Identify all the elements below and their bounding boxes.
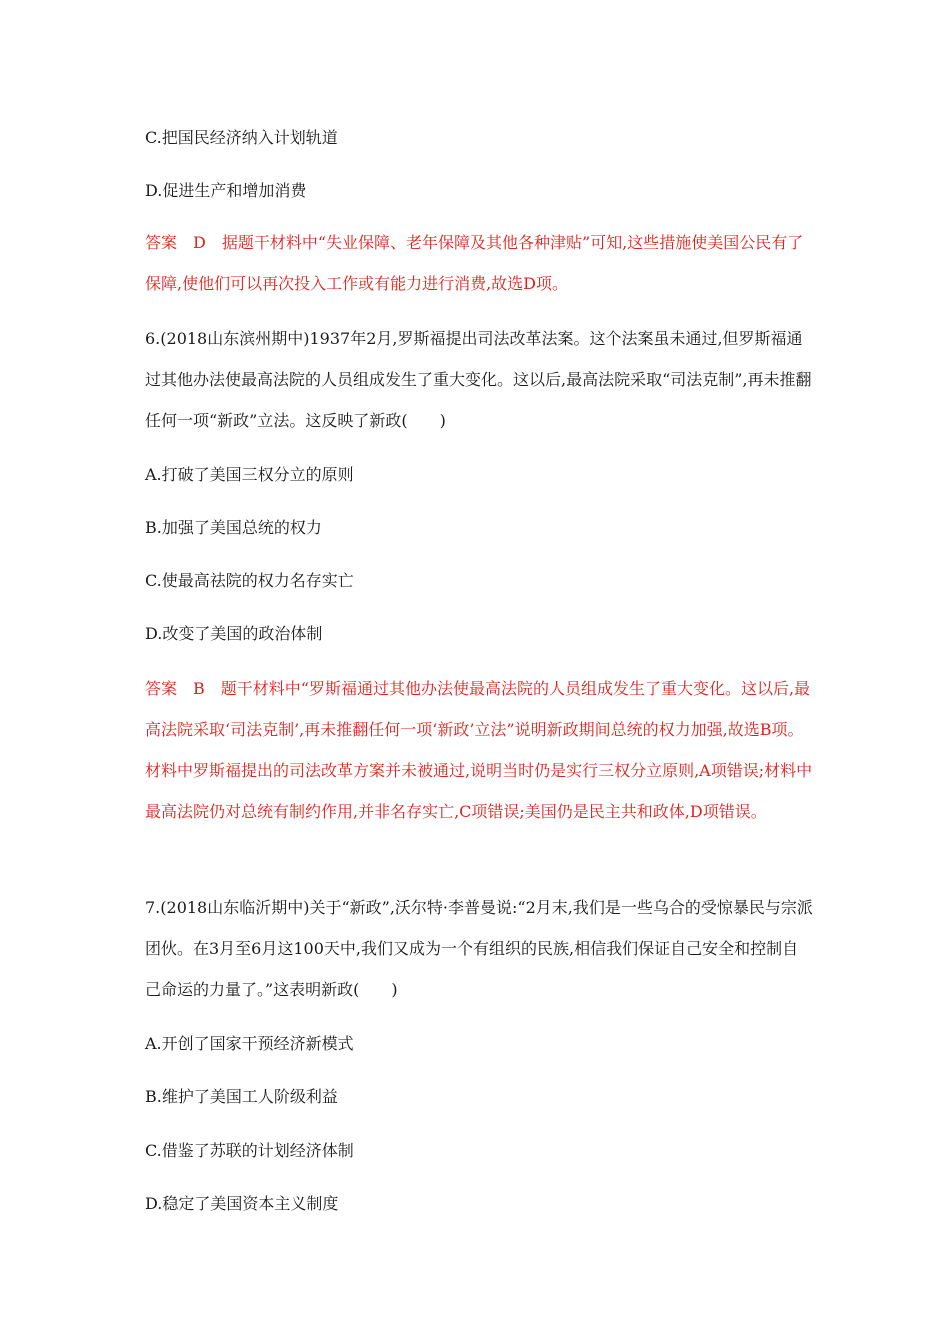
q5-option-c: C.把国民经济纳入计划轨道	[145, 128, 338, 147]
q7-option-b: B.维护了美国工人阶级利益	[145, 1087, 338, 1106]
q6-option-b: B.加强了美国总统的权力	[145, 518, 322, 537]
q6-option-a: A.打破了美国三权分立的原则	[145, 465, 354, 484]
q6-stem: 6.(2018山东滨州期中)1937年2月,罗斯福提出司法改革法案。这个法案虽未通过,但罗斯福通过其他办法使最高法院的人员组成发生了重大变化。这以后,最高法院采取“司法克制”,再未推翻任何一项“新政”立法。这反映了新政( )	[145, 329, 812, 430]
q7-option-c: C.借鉴了苏联的计划经济体制	[145, 1141, 354, 1160]
q5-answer: 答案 D 据题干材料中“失业保障、老年保障及其他各种津贴”可知,这些措施使美国公民有了保障,使他们可以再次投入工作或有能力进行消费,故选D项。	[145, 233, 804, 293]
q6-answer: 答案 B 题干材料中“罗斯福通过其他办法使最高法院的人员组成发生了重大变化。这以后,最高法院采取‘司法克制’,再未推翻任何一项‘新政’立法”说明新政期间总统的权力加强,故选B项。材料中罗斯福提出的司法改革方案并未被通过,说明当时仍是实行三权分立原则,A项错误;材料中最高法院仍对总统有制约作用,并非名存实亡,C项错误;美国仍是民主共和政体,D项错误。	[145, 679, 813, 821]
q7-stem: 7.(2018山东临沂期中)关于“新政”,沃尔特·李普曼说:“2月末,我们是一些乌合的受惊暴民与宗派团伙。在3月至6月这100天中,我们又成为一个有组织的民族,相信我们保证自己安全和控制自己命运的力量了。”这表明新政( )	[145, 898, 813, 999]
q7-option-d: D.稳定了美国资本主义制度	[145, 1194, 339, 1213]
q5-option-d: D.促进生产和增加消费	[145, 181, 307, 200]
q6-option-c: C.使最高祛院的权力名存实亡	[145, 571, 354, 590]
q7-option-a: A.开创了国家干预经济新模式	[145, 1034, 354, 1053]
q6-option-d: D.改变了美国的政治体制	[145, 624, 323, 643]
